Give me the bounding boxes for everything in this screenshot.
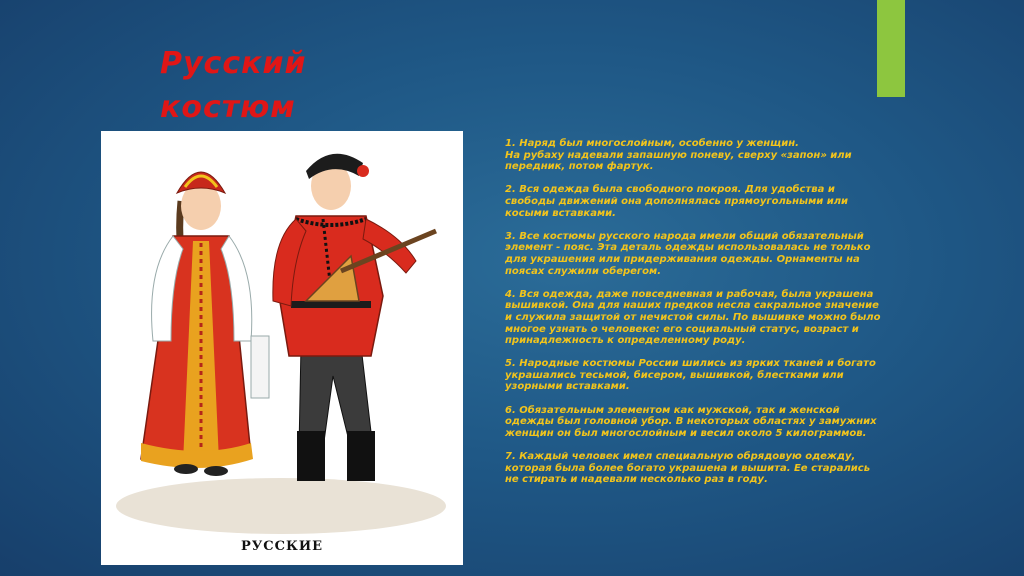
paragraph-1: 1. Наряд был многослойным, особенно у женщин. На рубаху надевали запашную поневу, сверху «запон» или передник, потом фартук.	[505, 138, 852, 173]
illustration-caption: РУССКИЕ	[240, 539, 324, 554]
woman-figure	[141, 172, 269, 476]
costume-drawing	[101, 131, 463, 565]
costume-illustration	[101, 131, 463, 565]
accent-bar	[877, 0, 905, 97]
paragraph-7: 7. Каждый человек имел специальную обрядовую одежду, которая была более богато украшена и вышита. Ее старались не стирать и надевали несколько раз в году.	[505, 451, 871, 486]
content-text	[505, 138, 883, 497]
ground-shadow	[116, 478, 446, 534]
paragraph-5: 5. Народные костюмы России шились из ярких тканей и богато украшались тесьмой, бисером, вышивкой, блестками или узорными вставками.	[505, 358, 876, 393]
slide-title: Русский костюм	[160, 46, 307, 125]
paragraph-4: 4. Вся одежда, даже повседневная и рабочая, была украшена вышивкой. Она для наших предков несла сакральное значение и служила защитой от нечистой силы. По вышивке можно было многое узнать о человеке: его социальный статус, возраст и принадлежность к определенному роду.	[505, 288, 881, 347]
paragraph-2: 2. Вся одежда была свободного покроя. Для удобства и свободы движений она дополнялась прямоугольными или косыми вставками.	[505, 184, 849, 219]
paragraph-6: 6. Обязательным элементом как мужской, так и женской одежды был головной убор. В некоторых областях у замужних женщин он был многослойным и весил около 5 килограммов.	[505, 404, 877, 439]
man-figure	[273, 154, 436, 481]
paragraph-3: 3. Все костюмы русского народа имели общий обязательный элемент - пояс. Эта деталь одежды использовалась не только для украшения или придерживания одежды. Орнаменты на поясах служили оберегом.	[505, 230, 871, 277]
